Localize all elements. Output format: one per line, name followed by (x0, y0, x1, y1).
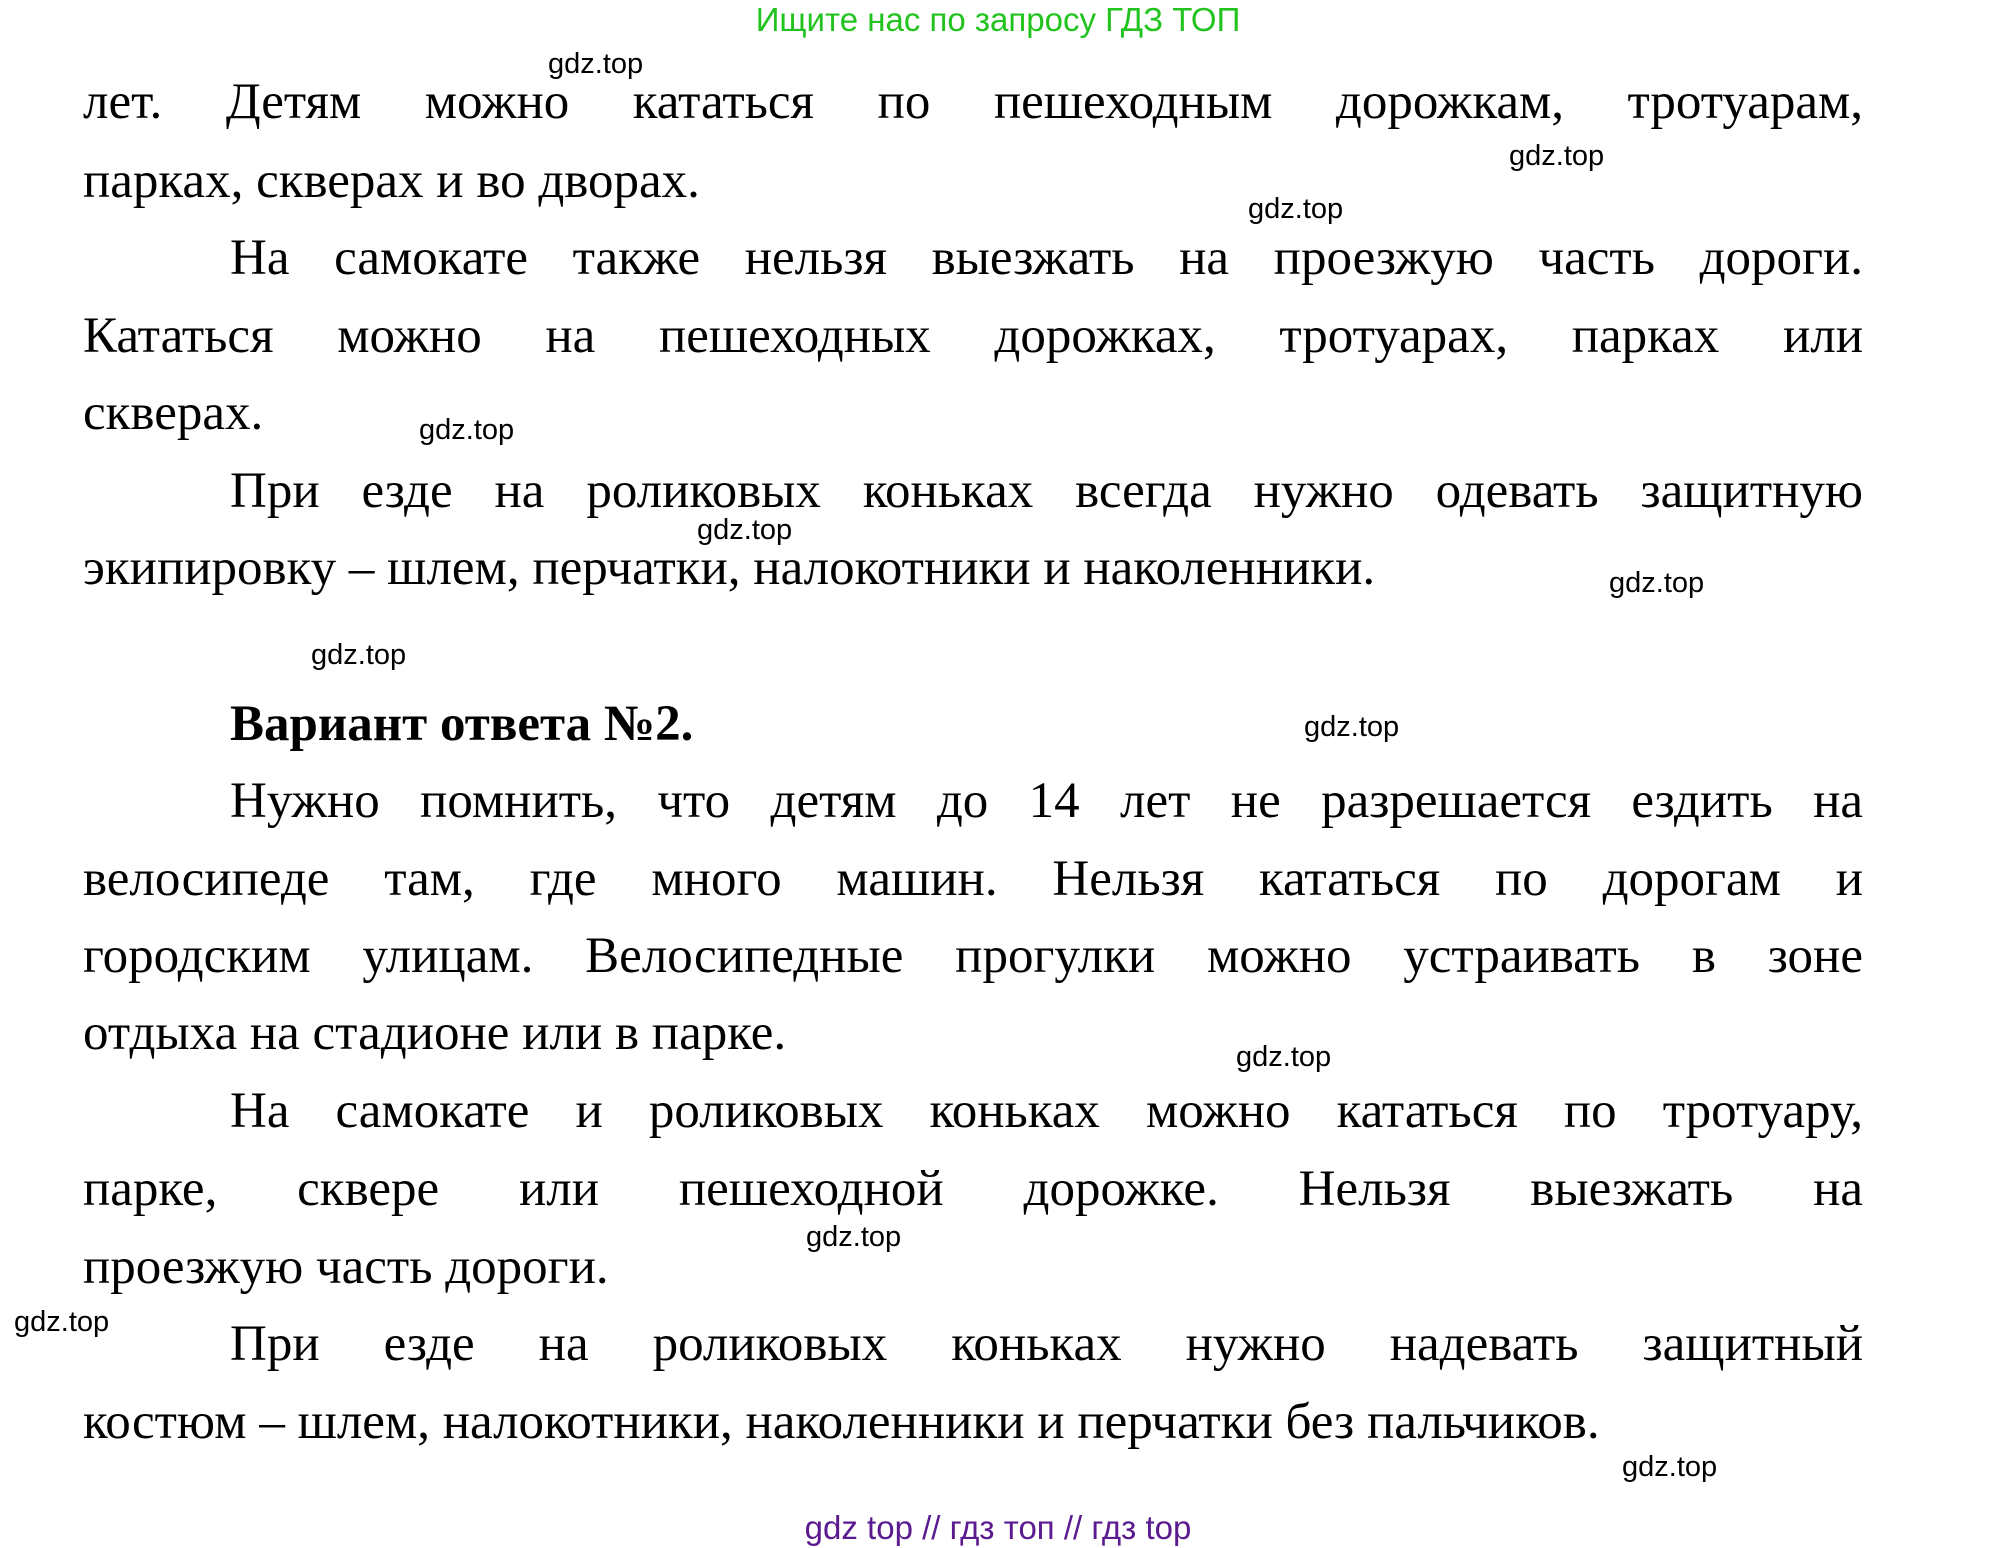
watermark: gdz.top (548, 48, 644, 80)
text-line: экипировку – шлем, перчатки, налокотники и наколенники. (83, 540, 1376, 596)
watermark: gdz.top (1609, 567, 1705, 599)
text-line: На самокате и роликовых коньках можно кататься по тротуару, (230, 1083, 1863, 1139)
text-line: велосипеде там, где много машин. Нельзя кататься по дорогам и (83, 851, 1863, 907)
text-line: лет. Детям можно кататься по пешеходным дорожкам, тротуарам, (83, 74, 1863, 130)
watermark: gdz.top (806, 1221, 902, 1253)
text-line: парке, сквере или пешеходной дорожке. Нельзя выезжать на (83, 1161, 1863, 1217)
text-line: городским улицам. Велосипедные прогулки можно устраивать в зоне (83, 928, 1863, 984)
text-line: костюм – шлем, налокотники, наколенники и перчатки без пальчиков. (83, 1394, 1600, 1450)
text-line: проезжую часть дороги. (83, 1239, 609, 1295)
text-line: отдыха на стадионе или в парке. (83, 1005, 787, 1061)
watermark: gdz.top (14, 1306, 110, 1338)
text-line: Нужно помнить, что детям до 14 лет не разрешается ездить на (230, 773, 1863, 829)
watermark: gdz.top (1236, 1041, 1332, 1073)
footer-links: gdz top // гдз топ // гдз top (804, 1509, 1192, 1546)
watermark: gdz.top (419, 414, 515, 446)
text-line: Кататься можно на пешеходных дорожках, тротуарах, парках или (83, 308, 1863, 364)
text-line: При езде на роликовых коньках всегда нужно одевать защитную (230, 463, 1863, 519)
watermark: gdz.top (697, 514, 793, 546)
watermark: gdz.top (311, 639, 407, 671)
text-line: При езде на роликовых коньках нужно надевать защитный (230, 1316, 1863, 1372)
watermark: gdz.top (1509, 140, 1605, 172)
watermark: gdz.top (1622, 1451, 1718, 1483)
text-line: парках, скверах и во дворах. (83, 153, 700, 209)
watermark: gdz.top (1248, 193, 1344, 225)
answer-heading: Вариант ответа №2. (230, 696, 694, 752)
text-line: На самокате также нельзя выезжать на проезжую часть дороги. (230, 230, 1863, 286)
watermark: gdz.top (1304, 711, 1400, 743)
search-banner: Ищите нас по запросу ГДЗ ТОП (755, 1, 1241, 38)
text-line: скверах. (83, 385, 264, 441)
